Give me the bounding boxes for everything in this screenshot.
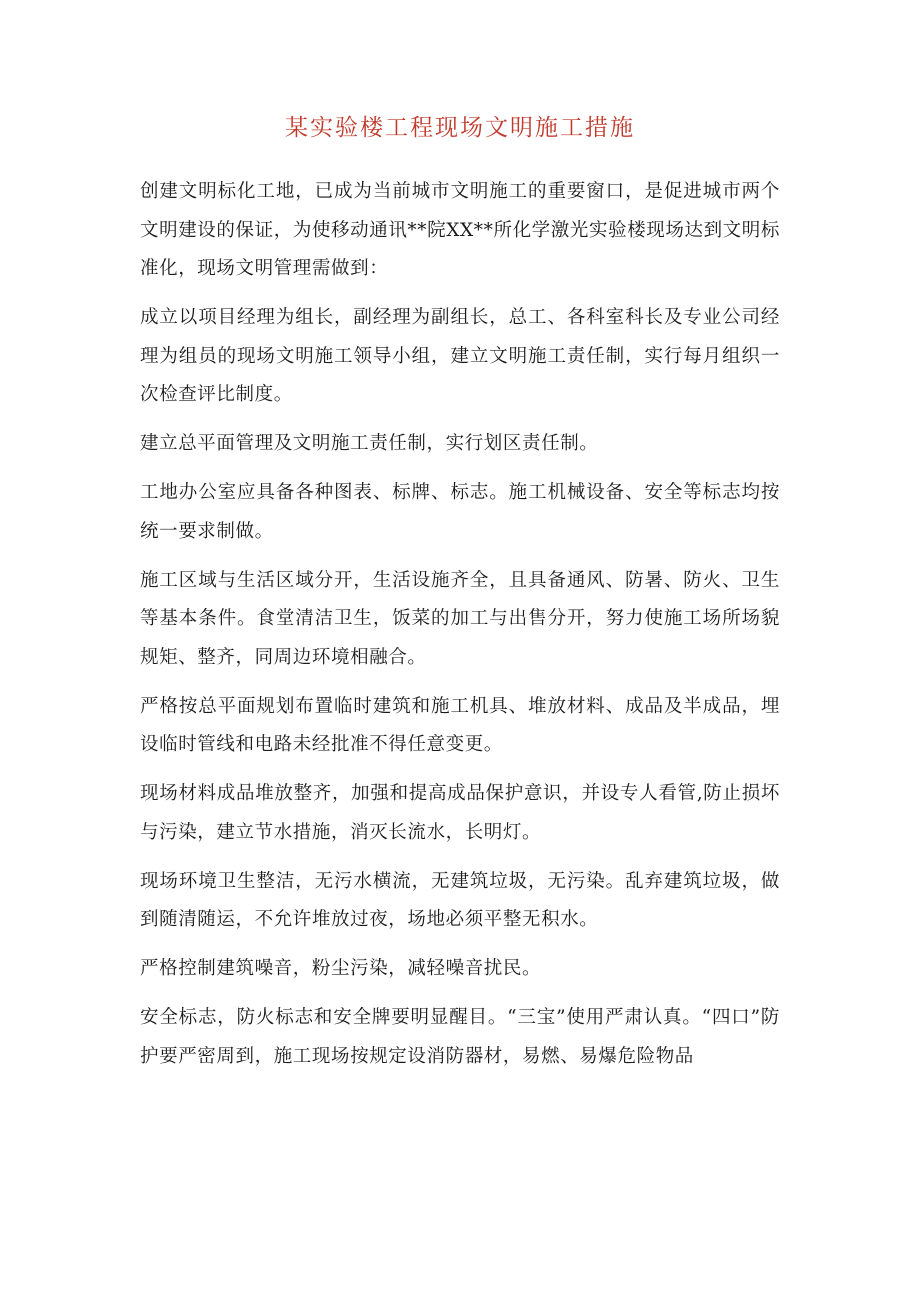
document-body bbox=[140, 173, 780, 1087]
paragraph: 现场环境卫生整洁，无污水横流，无建筑垃圾，无污染。乱弃建筑垃圾，做到随清随运，不允许堆放过夜，场地必须平整无积水。 bbox=[140, 870, 780, 930]
paragraph: 严格按总平面规划布置临时建筑和施工机具、堆放材料、成品及半成品，埋设临时管线和电路未经批准不得任意变更。 bbox=[140, 695, 780, 755]
paragraph: 严格控制建筑噪音，粉尘污染，减轻噪音扰民。 bbox=[140, 958, 542, 979]
paragraph: 创建文明标化工地，已成为当前城市文明施工的重要窗口，是促进城市两个文明建设的保证，为使移动通讯**院XX**所化学激光实验楼现场达到文明标准化，现场文明管理需做到： bbox=[140, 181, 780, 279]
paragraph: 施工区域与生活区域分开，生活设施齐全，且具备通风、防暑、防火、卫生等基本条件。食堂清洁卫生，饭菜的加工与出售分开，努力使施工场所场貌规矩、整齐，同周边环境相融合。 bbox=[140, 569, 780, 668]
paragraph: 成立以项目经理为组长，副经理为副组长，总工、各科室科长及专业公司经理为组员的现场文明施工领导小组，建立文明施工责任制，实行每月组织一次检查评比制度。 bbox=[140, 307, 780, 405]
paragraph: 工地办公室应具备各种图表、标牌、标志。施工机械设备、安全等标志均按统一要求制做。 bbox=[140, 482, 780, 542]
document-title: 某实验楼工程现场文明施工措施 bbox=[285, 115, 635, 141]
paragraph: 建立总平面管理及文明施工责任制，实行划区责任制。 bbox=[140, 433, 599, 454]
paragraph: 安全标志，防火标志和安全牌要明显醒目。“三宝”使用严肃认真。“四口”防护要严密周到，施工现场按规定设消防器材，易燃、易爆危险物品 bbox=[140, 1007, 780, 1067]
paragraph: 现场材料成品堆放整齐，加强和提高成品保护意识，并设专人看管,防止损坏与污染，建立节水措施，消灭长流水，长明灯。 bbox=[140, 783, 780, 843]
